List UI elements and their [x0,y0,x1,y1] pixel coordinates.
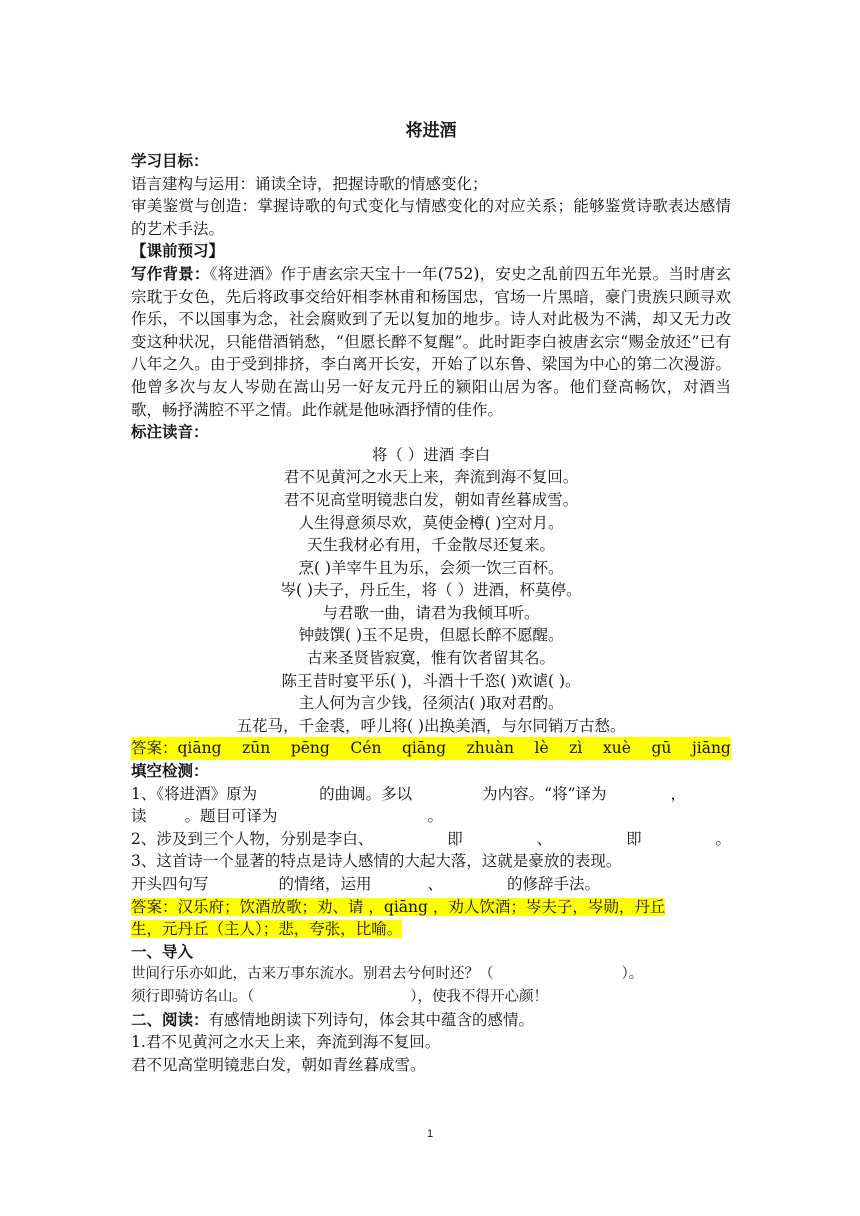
poem-line: 君不见高堂明镜悲白发，朝如青丝暮成雪。 [283,490,579,509]
background-label: 写作背景： [131,263,210,283]
intro-text: 须行即骑访名山。（ [131,988,255,1005]
poem-title-line: 将（ ）进酒 李白 [371,445,491,464]
fill-question-3: 3、这首诗一个显著的特点是诗人感情的大起大落，这就是豪放的表现。 [131,852,622,871]
q1-text: 。 [427,807,444,826]
poem-line: 烹( )羊宰牛且为乐，会须一饮三百杯。 [298,558,564,577]
fill-question-1-cont [131,805,731,828]
page-title: 将进酒 [405,121,457,141]
objectives-heading: 学习目标： [131,151,209,170]
poem-line: 钟鼓馔( )玉不足贵，但愿长醉不愿醒。 [298,626,564,645]
fill-question-1 [131,783,731,806]
pinyin-answer [131,737,731,760]
section-1-heading: 一、导入 [131,941,194,961]
q1-text: 读 [131,807,147,826]
answer-text: 生，元丹丘（主人）；悲，夸张，比喻。 [131,920,403,939]
answer-item: zūn [242,739,271,758]
q1-text: 1、《将进酒》原为 [131,784,258,803]
q2-text: 、 [536,829,553,848]
q1-text: 的曲调。多以 [319,784,413,803]
fill-heading: 填空检测： [131,761,209,781]
intro-line-2 [131,986,731,1009]
poem-block [131,444,731,738]
q2-text: 2、涉及到三个人物，分别是李白、 [131,829,374,848]
q1-text: ， [670,784,687,803]
fill-question-2 [131,828,731,851]
section-2-heading: 二、阅读： [131,1009,209,1029]
q1-text: 。题目可译为 [184,807,278,826]
answer-item: qiāng [402,739,447,758]
section-2 [131,1009,731,1032]
poem-line: 古来圣贤皆寂寞，惟有饮者留其名。 [306,649,555,668]
poem-line: 人生得意须尽欢，莫使金樽( )空对月。 [298,513,564,532]
objective-aesthetic: 审美鉴赏与创造：掌握诗歌的句式变化与情感变化的对应关系；能够鉴赏诗歌表达感情的艺术手法。 [131,197,731,238]
poem-line: 天生我材必有用，千金散尽还复来。 [306,536,555,555]
page-content [131,116,731,1076]
poem-line: 陈王昔时宴平乐( )，斗酒十千恣( )欢谑( )。 [281,671,581,690]
background-paragraph [131,263,731,421]
q3-text: 、 [427,875,444,893]
reading-line-1: 1.君不见黄河之水天上来，奔流到海不复回。 [131,1033,441,1052]
answer-item: xuè [602,739,631,758]
answer-item: jiāng [691,739,731,758]
poem-line: 主人何为言少钱，径须沽( )取对君酌。 [298,694,564,713]
q3-text: 的修辞手法。 [507,875,601,893]
poem-line: 五花马，千金裘，呼儿将( )出换美酒，与尔同销万古愁。 [236,716,626,735]
q3-text: 开头四句写 [131,875,209,893]
answer-item: zhuàn [466,739,514,758]
fill-answer-cont [131,918,731,941]
intro-line-1 [131,963,731,986]
answer-item: pēng [290,739,330,758]
answer-item: Cén [350,739,382,758]
q3-text: 的情绪，运用 [278,875,372,893]
q2-text: 即 [626,829,642,848]
q1-text: 为内容。“将”译为 [482,784,607,803]
answer-text: 答案：汉乐府；饮酒放歌；劝、请 ，qiāng ，劝人饮酒；岑夫子，岑勋，丹丘 [131,897,666,916]
q2-text: 。 [715,829,731,848]
page-number: 1 [426,1128,434,1140]
answer-item: lè [534,739,549,758]
fill-question-3-cont [131,873,731,896]
fill-answer [131,896,731,919]
preview-heading: 【课前预习】 [131,241,225,261]
objective-language: 语言建构与运用：诵读全诗，把握诗歌的情感变化； [131,174,488,193]
intro-text: ），使我不得开心颜！ [410,988,548,1005]
poem-line: 君不见黄河之水天上来，奔流到海不复回。 [283,468,579,487]
q2-text: 即 [447,829,463,848]
intro-text: 世间行乐亦如此，古来万事东流水。别君去兮何时还？（ [131,966,494,983]
background-text: 《将进酒》作于唐玄宗天宝十一年(752)，安史之乱前四五年光景。当时唐玄宗耽于女色，先后将政事交给奸相李林甫和杨国忠，官场一片黑暗，豪门贵族只顾寻欢作乐，不以国事为念，社会腐败到了无以复加的地步。诗人对此极为不满，却又无力改变这种状况，只能借酒销愁，“但愿长醉不复醒”。此时距李白被唐玄宗“赐金放还”已有八年之久。由于受到排挤，李白离开长安，开始了以东鲁、梁国为中心的第二次漫游。他曾多次与友人岑勋在嵩山另一好友元丹丘的颍阳山居为客。他们登高畅饮，对酒当歌，畅抒满腔不平之情。此作就是他咏酒抒情的佳作。 [131,264,731,419]
intro-text: ）。 [621,966,644,983]
poem-line: 与君歌一曲，请君为我倾耳听。 [322,603,540,622]
section-2-instruction: 有感情地朗读下列诗句，体会其中蕴含的感情。 [208,1010,535,1029]
answer-item: gū [651,739,672,758]
pinyin-heading: 标注读音： [131,422,209,442]
poem-line: 岑( )夫子，丹丘生，将（ ）进酒，杯莫停。 [280,581,582,600]
answer-item: zì [569,739,583,758]
reading-line-2: 君不见高堂明镜悲白发，朝如青丝暮成雪。 [131,1055,426,1074]
answer-item: 答案：qiāng [131,739,222,758]
